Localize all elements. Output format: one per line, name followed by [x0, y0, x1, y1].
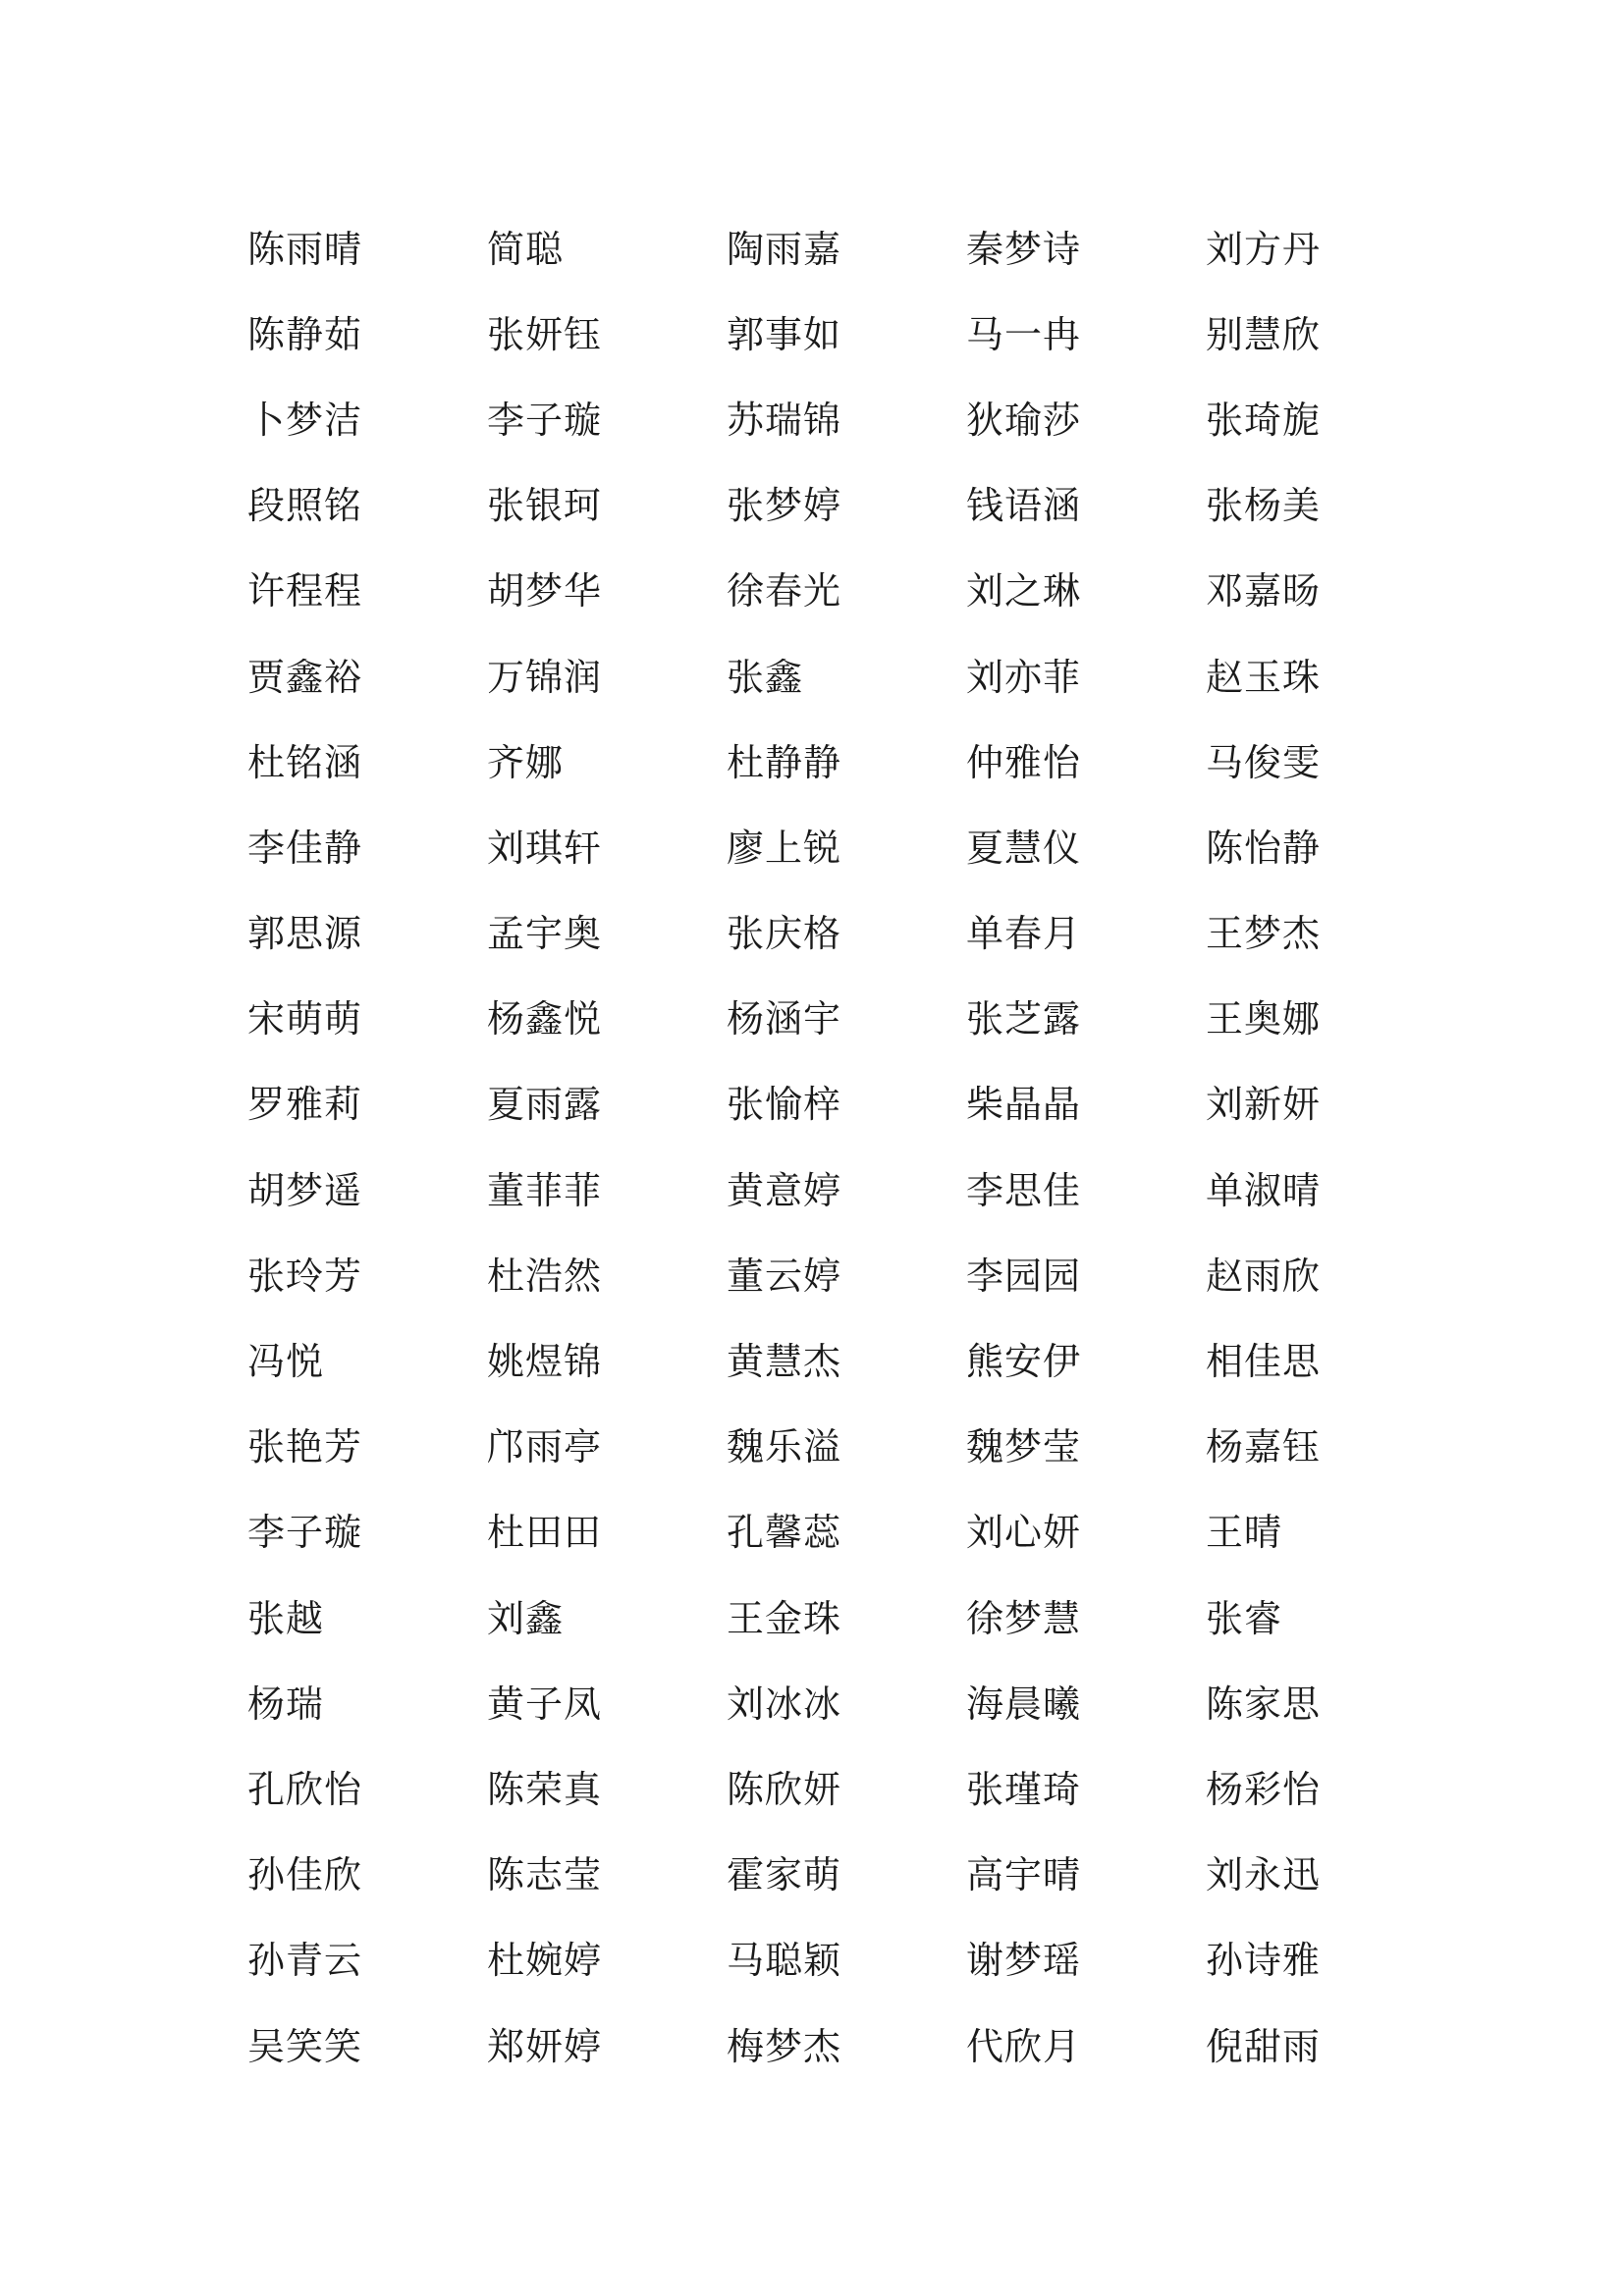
name-entry: 廖上锐: [727, 826, 842, 870]
name-entry: 张瑾琦: [966, 1767, 1082, 1811]
name-entry: 相佳思: [1206, 1340, 1322, 1384]
name-entry: 张银珂: [487, 484, 603, 528]
name-entry: 夏慧仪: [966, 826, 1082, 870]
name-entry: 杨彩怡: [1206, 1767, 1322, 1811]
name-entry: 魏梦莹: [966, 1425, 1082, 1469]
name-entry: 钱语涵: [966, 484, 1082, 528]
name-entry: 孔欣怡: [247, 1767, 363, 1811]
name-entry: 李思佳: [966, 1168, 1082, 1212]
name-entry: 狄瑜莎: [966, 398, 1082, 442]
name-entry: 刘永迅: [1206, 1853, 1322, 1897]
name-entry: 刘新妍: [1206, 1083, 1322, 1127]
name-entry: 马一冉: [966, 312, 1082, 356]
name-entry: 郭事如: [727, 312, 842, 356]
name-entry: 单春月: [966, 912, 1082, 956]
name-entry: 李子璇: [247, 1511, 363, 1555]
name-entry: 陶雨嘉: [727, 227, 842, 271]
name-entry: 徐春光: [727, 569, 842, 614]
name-entry: 代欣月: [966, 2024, 1082, 2068]
name-entry: 冯悦: [247, 1340, 325, 1384]
name-entry: 胡梦华: [487, 569, 603, 614]
name-entry: 陈家思: [1206, 1682, 1322, 1726]
name-entry: 郑妍婷: [487, 2024, 603, 2068]
name-entry: 仲雅怡: [966, 740, 1082, 784]
name-entry: 简聪: [487, 227, 565, 271]
name-entry: 单淑晴: [1206, 1168, 1322, 1212]
name-entry: 张越: [247, 1596, 325, 1640]
name-entry: 陈荣真: [487, 1767, 603, 1811]
name-entry: 杜浩然: [487, 1254, 603, 1298]
name-entry: 王晴: [1206, 1511, 1283, 1555]
name-entry: 李子璇: [487, 398, 603, 442]
name-entry: 张琦旎: [1206, 398, 1322, 442]
name-entry: 宋萌萌: [247, 997, 363, 1041]
name-entry: 黄慧杰: [727, 1340, 842, 1384]
name-entry: 张妍钰: [487, 312, 603, 356]
name-entry: 刘鑫: [487, 1596, 565, 1640]
name-entry: 段照铭: [247, 484, 363, 528]
name-entry: 刘心妍: [966, 1511, 1082, 1555]
name-entry: 别慧欣: [1206, 312, 1322, 356]
name-entry: 王奥娜: [1206, 997, 1322, 1041]
name-entry: 李佳静: [247, 826, 363, 870]
name-entry: 张芝露: [966, 997, 1082, 1041]
name-entry: 熊安伊: [966, 1340, 1082, 1384]
name-entry: 杨嘉钰: [1206, 1425, 1322, 1469]
name-entry: 苏瑞锦: [727, 398, 842, 442]
name-entry: 郭思源: [247, 912, 363, 956]
name-entry: 孙诗雅: [1206, 1939, 1322, 1983]
name-list-grid: [247, 206, 1455, 2089]
name-entry: 孔馨蕊: [727, 1511, 842, 1555]
name-entry: 卜梦洁: [247, 398, 363, 442]
name-entry: 陈欣妍: [727, 1767, 842, 1811]
name-entry: 赵玉珠: [1206, 655, 1322, 699]
name-entry: 张睿: [1206, 1596, 1283, 1640]
name-entry: 杜铭涵: [247, 740, 363, 784]
name-entry: 倪甜雨: [1206, 2024, 1322, 2068]
name-entry: 刘琪轩: [487, 826, 603, 870]
name-entry: 胡梦遥: [247, 1168, 363, 1212]
name-entry: 刘亦菲: [966, 655, 1082, 699]
name-entry: 刘之琳: [966, 569, 1082, 614]
name-entry: 刘方丹: [1206, 227, 1322, 271]
name-entry: 杨瑞: [247, 1682, 325, 1726]
name-entry: 张杨美: [1206, 484, 1322, 528]
name-entry: 马聪颖: [727, 1939, 842, 1983]
name-entry: 刘冰冰: [727, 1682, 842, 1726]
name-entry: 孟宇奥: [487, 912, 603, 956]
name-entry: 陈志莹: [487, 1853, 603, 1897]
name-entry: 张庆格: [727, 912, 842, 956]
name-entry: 孙佳欣: [247, 1853, 363, 1897]
name-entry: 马俊雯: [1206, 740, 1322, 784]
name-entry: 杜田田: [487, 1511, 603, 1555]
name-entry: 杨鑫悦: [487, 997, 603, 1041]
name-entry: 邓嘉旸: [1206, 569, 1322, 614]
name-entry: 秦梦诗: [966, 227, 1082, 271]
name-entry: 罗雅莉: [247, 1083, 363, 1127]
name-entry: 张艳芳: [247, 1425, 363, 1469]
name-entry: 张愉梓: [727, 1083, 842, 1127]
name-entry: 许程程: [247, 569, 363, 614]
name-entry: 张梦婷: [727, 484, 842, 528]
name-entry: 陈静茹: [247, 312, 363, 356]
name-entry: 杜静静: [727, 740, 842, 784]
name-entry: 董菲菲: [487, 1168, 603, 1212]
name-entry: 杨涵宇: [727, 997, 842, 1041]
name-entry: 梅梦杰: [727, 2024, 842, 2068]
name-entry: 董云婷: [727, 1254, 842, 1298]
name-entry: 赵雨欣: [1206, 1254, 1322, 1298]
name-entry: 黄意婷: [727, 1168, 842, 1212]
name-entry: 王金珠: [727, 1596, 842, 1640]
name-entry: 黄子凤: [487, 1682, 603, 1726]
name-entry: 万锦润: [487, 655, 603, 699]
name-entry: 邝雨亭: [487, 1425, 603, 1469]
name-entry: 夏雨露: [487, 1083, 603, 1127]
name-entry: 霍家萌: [727, 1853, 842, 1897]
name-entry: 魏乐溢: [727, 1425, 842, 1469]
name-entry: 王梦杰: [1206, 912, 1322, 956]
name-entry: 李园园: [966, 1254, 1082, 1298]
name-entry: 陈怡静: [1206, 826, 1322, 870]
name-entry: 贾鑫裕: [247, 655, 363, 699]
name-entry: 张鑫: [727, 655, 804, 699]
name-entry: 海晨曦: [966, 1682, 1082, 1726]
name-entry: 齐娜: [487, 740, 565, 784]
name-entry: 谢梦瑶: [966, 1939, 1082, 1983]
name-entry: 高宇晴: [966, 1853, 1082, 1897]
name-entry: 姚煜锦: [487, 1340, 603, 1384]
name-entry: 孙青云: [247, 1939, 363, 1983]
name-entry: 张玲芳: [247, 1254, 363, 1298]
name-entry: 柴晶晶: [966, 1083, 1082, 1127]
name-entry: 徐梦慧: [966, 1596, 1082, 1640]
name-entry: 吴笑笑: [247, 2024, 363, 2068]
name-entry: 杜婉婷: [487, 1939, 603, 1983]
name-entry: 陈雨晴: [247, 227, 363, 271]
